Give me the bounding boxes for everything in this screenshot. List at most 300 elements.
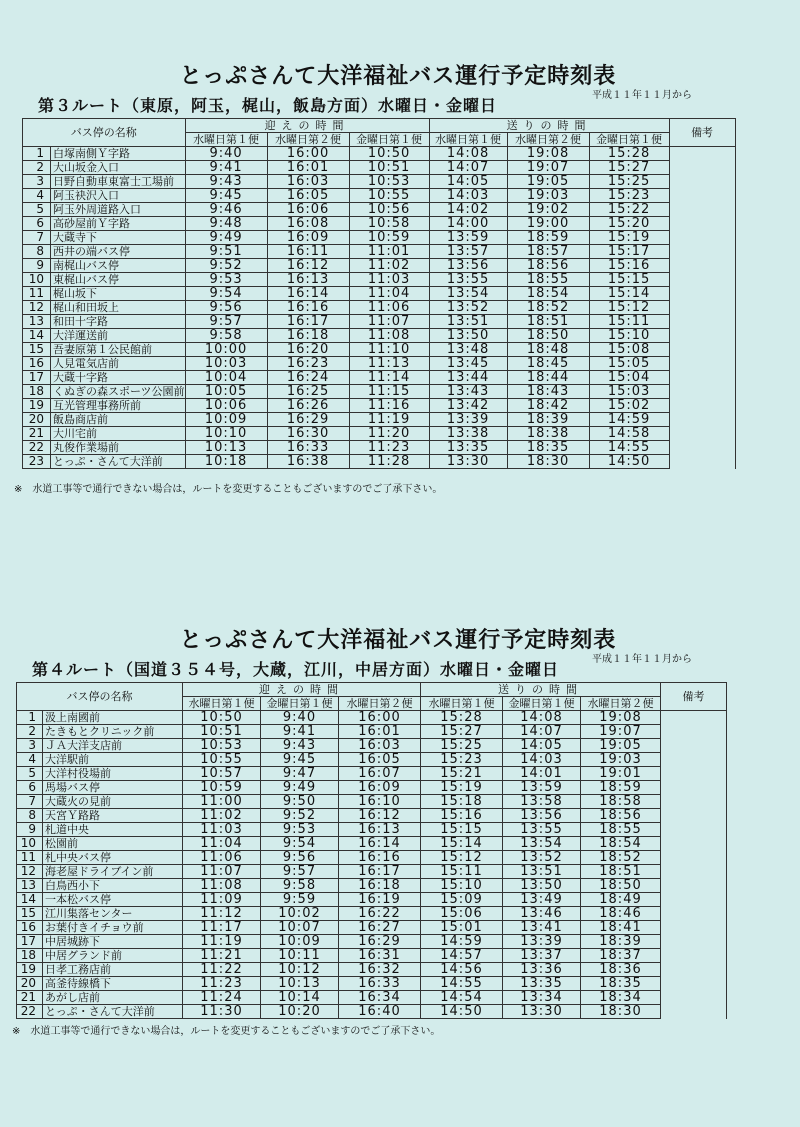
- departure-time: 9:52: [185, 259, 267, 273]
- departure-time: 13:56: [503, 809, 581, 823]
- departure-time: 11:06: [183, 851, 261, 865]
- departure-time: 16:06: [267, 203, 349, 217]
- departure-time: 10:55: [349, 189, 429, 203]
- notes-cell: [669, 189, 735, 203]
- departure-time: 11:04: [349, 287, 429, 301]
- departure-time: 16:13: [267, 273, 349, 287]
- stop-name: 中居城跡下: [43, 935, 183, 949]
- departure-time: 18:51: [507, 315, 589, 329]
- stop-name-header: バス停の名称: [17, 683, 183, 711]
- notes-cell: [669, 371, 735, 385]
- stop-number: 2: [17, 725, 43, 739]
- stop-number: 6: [23, 217, 51, 231]
- table-row: [23, 189, 736, 203]
- departure-time: 13:34: [503, 991, 581, 1005]
- departure-time: 19:07: [581, 725, 661, 739]
- departure-time: 9:52: [261, 809, 339, 823]
- stop-name: 札中央バス停: [43, 851, 183, 865]
- departure-time: 9:41: [185, 161, 267, 175]
- departure-time: 15:15: [589, 273, 669, 287]
- stop-number: 7: [17, 795, 43, 809]
- stop-name: とっぷ・さんて大洋前: [43, 1005, 183, 1019]
- notes-cell: [661, 963, 727, 977]
- departure-time: 15:10: [589, 329, 669, 343]
- notes-header: 備考: [669, 119, 735, 147]
- stop-name: 白塚南側Ｙ字路: [51, 147, 186, 161]
- stop-number: 13: [17, 879, 43, 893]
- departure-time: 16:29: [339, 935, 421, 949]
- departure-time: 11:07: [183, 865, 261, 879]
- notes-cell: [661, 935, 727, 949]
- stop-name: 江川集落センター: [43, 907, 183, 921]
- departure-time: 11:07: [349, 315, 429, 329]
- stop-number: 21: [23, 427, 51, 441]
- stop-name: ＪＡ大洋支店前: [43, 739, 183, 753]
- departure-time: 11:08: [349, 329, 429, 343]
- departure-time: 19:05: [581, 739, 661, 753]
- departure-time: 11:19: [349, 413, 429, 427]
- stop-name: 梶山和田坂上: [51, 301, 186, 315]
- departure-time: 11:03: [349, 273, 429, 287]
- stop-number: 8: [23, 245, 51, 259]
- departure-time: 10:57: [183, 767, 261, 781]
- table-row: [17, 725, 727, 739]
- table-row: [23, 427, 736, 441]
- stop-name: 大洋駅前: [43, 753, 183, 767]
- departure-time: 16:05: [267, 189, 349, 203]
- departure-time: 11:14: [349, 371, 429, 385]
- stop-number: 5: [17, 767, 43, 781]
- effective-date: 平成１１年１１月から: [592, 90, 692, 101]
- notes-cell: [661, 1005, 727, 1019]
- departure-time: 18:44: [507, 371, 589, 385]
- departure-time: 13:49: [503, 893, 581, 907]
- table-row: [17, 879, 727, 893]
- departure-time: 15:17: [589, 245, 669, 259]
- departure-time: 16:05: [339, 753, 421, 767]
- stop-number: 8: [17, 809, 43, 823]
- departure-time: 16:33: [267, 441, 349, 455]
- departure-time: 11:13: [349, 357, 429, 371]
- departure-time: 10:18: [185, 455, 267, 469]
- trip-header: 水曜日第２便: [507, 133, 589, 147]
- stop-name: 阿玉袂沢入口: [51, 189, 186, 203]
- stop-number: 17: [17, 935, 43, 949]
- departure-time: 15:25: [589, 175, 669, 189]
- departure-time: 11:02: [183, 809, 261, 823]
- departure-time: 18:45: [507, 357, 589, 371]
- departure-time: 16:01: [339, 725, 421, 739]
- notes-cell: [669, 147, 735, 161]
- departure-time: 13:46: [503, 907, 581, 921]
- notes-cell: [661, 893, 727, 907]
- departure-time: 15:20: [589, 217, 669, 231]
- departure-time: 9:43: [185, 175, 267, 189]
- stop-number: 11: [23, 287, 51, 301]
- trip-header: 水曜日第１便: [183, 697, 261, 711]
- table-row: [17, 795, 727, 809]
- departure-time: 10:06: [185, 399, 267, 413]
- departure-time: 14:03: [503, 753, 581, 767]
- departure-time: 16:22: [339, 907, 421, 921]
- departure-time: 14:08: [429, 147, 507, 161]
- departure-time: 13:36: [503, 963, 581, 977]
- departure-time: 16:10: [339, 795, 421, 809]
- departure-time: 13:51: [503, 865, 581, 879]
- notes-cell: [669, 217, 735, 231]
- departure-time: 19:03: [581, 753, 661, 767]
- table-row: [23, 343, 736, 357]
- departure-time: 11:00: [183, 795, 261, 809]
- departure-time: 10:09: [261, 935, 339, 949]
- departure-time: 13:35: [429, 441, 507, 455]
- stop-name: 天宮Ｙ路路: [43, 809, 183, 823]
- departure-time: 10:13: [261, 977, 339, 991]
- notes-cell: [669, 287, 735, 301]
- departure-time: 10:50: [183, 711, 261, 725]
- table-row: [17, 963, 727, 977]
- stop-name: 汲上南國前: [43, 711, 183, 725]
- trip-header: 水曜日第１便: [429, 133, 507, 147]
- departure-time: 14:07: [429, 161, 507, 175]
- table-row: [17, 711, 727, 725]
- departure-time: 13:44: [429, 371, 507, 385]
- departure-time: 13:55: [503, 823, 581, 837]
- pickup-group-header: 迎えの時間: [185, 119, 429, 133]
- notes-cell: [669, 245, 735, 259]
- table-row: [23, 441, 736, 455]
- departure-time: 13:52: [503, 851, 581, 865]
- stop-name: とっぷ・さんて大洋前: [51, 455, 186, 469]
- departure-time: 19:02: [507, 203, 589, 217]
- departure-time: 14:55: [589, 441, 669, 455]
- departure-time: 14:50: [421, 1005, 503, 1019]
- departure-time: 16:26: [267, 399, 349, 413]
- departure-time: 15:04: [589, 371, 669, 385]
- departure-time: 18:54: [507, 287, 589, 301]
- trip-header: 水曜日第１便: [185, 133, 267, 147]
- departure-time: 11:19: [183, 935, 261, 949]
- departure-time: 11:23: [183, 977, 261, 991]
- departure-time: 9:43: [261, 739, 339, 753]
- stop-number: 17: [23, 371, 51, 385]
- route-name: 第３ルート（東原，阿玉，梶山，飯島方面）水曜日・金曜日: [38, 96, 498, 115]
- departure-time: 15:28: [589, 147, 669, 161]
- stop-number: 16: [17, 921, 43, 935]
- stop-number: 4: [17, 753, 43, 767]
- departure-time: 15:28: [421, 711, 503, 725]
- departure-time: 16:32: [339, 963, 421, 977]
- departure-time: 15:14: [421, 837, 503, 851]
- departure-time: 10:20: [261, 1005, 339, 1019]
- departure-time: 15:11: [421, 865, 503, 879]
- stop-number: 14: [17, 893, 43, 907]
- stop-name: 大蔵寺下: [51, 231, 186, 245]
- departure-time: 18:57: [507, 245, 589, 259]
- stop-name: 大山坂金入口: [51, 161, 186, 175]
- departure-time: 9:45: [261, 753, 339, 767]
- notes-cell: [669, 413, 735, 427]
- departure-time: 18:35: [507, 441, 589, 455]
- table-row: [17, 851, 727, 865]
- departure-time: 9:41: [261, 725, 339, 739]
- departure-time: 13:54: [429, 287, 507, 301]
- stop-name: 海老屋ドライブイン前: [43, 865, 183, 879]
- departure-time: 13:43: [429, 385, 507, 399]
- departure-time: 16:38: [267, 455, 349, 469]
- notes-cell: [669, 329, 735, 343]
- departure-time: 18:37: [581, 949, 661, 963]
- departure-time: 15:23: [589, 189, 669, 203]
- stop-number: 18: [17, 949, 43, 963]
- stop-name: あがし店前: [43, 991, 183, 1005]
- table-row: [23, 315, 736, 329]
- departure-time: 16:12: [267, 259, 349, 273]
- departure-time: 14:05: [503, 739, 581, 753]
- table-row: [17, 907, 727, 921]
- footnote: ※ 水道工事等で通行できない場合は，ルートを変更することもございますのでご了承下さい。: [12, 1026, 441, 1037]
- departure-time: 10:07: [261, 921, 339, 935]
- departure-time: 13:35: [503, 977, 581, 991]
- table-row: [17, 837, 727, 851]
- stop-number: 6: [17, 781, 43, 795]
- trip-header: 水曜日第１便: [421, 697, 503, 711]
- notes-cell: [669, 441, 735, 455]
- stop-name: 阿玉外周道路入口: [51, 203, 186, 217]
- departure-time: 18:50: [507, 329, 589, 343]
- departure-time: 9:50: [261, 795, 339, 809]
- stop-name: 高砂屋前Ｙ字路: [51, 217, 186, 231]
- stop-name: 和田十字路: [51, 315, 186, 329]
- departure-time: 9:49: [261, 781, 339, 795]
- stop-number: 3: [17, 739, 43, 753]
- stop-number: 14: [23, 329, 51, 343]
- table-row: [23, 329, 736, 343]
- departure-time: 15:16: [421, 809, 503, 823]
- stop-name: 丸俊作業場前: [51, 441, 186, 455]
- departure-time: 13:52: [429, 301, 507, 315]
- notes-cell: [661, 795, 727, 809]
- departure-time: 19:07: [507, 161, 589, 175]
- notes-cell: [661, 809, 727, 823]
- stop-number: 12: [23, 301, 51, 315]
- departure-time: 10:53: [183, 739, 261, 753]
- departure-time: 18:39: [581, 935, 661, 949]
- departure-time: 18:56: [581, 809, 661, 823]
- departure-time: 15:05: [589, 357, 669, 371]
- notes-cell: [661, 767, 727, 781]
- table-row: [17, 781, 727, 795]
- departure-time: 19:08: [507, 147, 589, 161]
- departure-time: 13:50: [429, 329, 507, 343]
- departure-time: 15:19: [421, 781, 503, 795]
- departure-time: 11:06: [349, 301, 429, 315]
- departure-time: 11:28: [349, 455, 429, 469]
- departure-time: 14:05: [429, 175, 507, 189]
- stop-number: 15: [23, 343, 51, 357]
- departure-time: 18:48: [507, 343, 589, 357]
- notes-cell: [661, 781, 727, 795]
- table-row: [17, 991, 727, 1005]
- notes-cell: [661, 711, 727, 725]
- notes-cell: [669, 203, 735, 217]
- notes-cell: [669, 259, 735, 273]
- departure-time: 16:09: [267, 231, 349, 245]
- departure-time: 9:58: [261, 879, 339, 893]
- stop-number: 4: [23, 189, 51, 203]
- departure-time: 18:56: [507, 259, 589, 273]
- stop-number: 18: [23, 385, 51, 399]
- departure-time: 9:45: [185, 189, 267, 203]
- departure-time: 16:19: [339, 893, 421, 907]
- departure-time: 9:57: [261, 865, 339, 879]
- stop-name: 一本松バス停: [43, 893, 183, 907]
- notes-header: 備考: [661, 683, 727, 711]
- stop-number: 10: [17, 837, 43, 851]
- departure-time: 15:12: [421, 851, 503, 865]
- departure-time: 11:08: [183, 879, 261, 893]
- footnote: ※ 水道工事等で通行できない場合は，ルートを変更することもございますのでご了承下さい。: [14, 484, 443, 495]
- notes-cell: [661, 725, 727, 739]
- departure-time: 16:09: [339, 781, 421, 795]
- departure-time: 15:08: [589, 343, 669, 357]
- departure-time: 16:13: [339, 823, 421, 837]
- stop-number: 3: [23, 175, 51, 189]
- notes-cell: [661, 837, 727, 851]
- table-row: [17, 809, 727, 823]
- departure-time: 13:38: [429, 427, 507, 441]
- table-row: [23, 161, 736, 175]
- departure-time: 10:55: [183, 753, 261, 767]
- departure-time: 18:55: [581, 823, 661, 837]
- departure-time: 15:01: [421, 921, 503, 935]
- notes-cell: [669, 231, 735, 245]
- departure-time: 16:27: [339, 921, 421, 935]
- departure-time: 9:59: [261, 893, 339, 907]
- departure-time: 13:59: [429, 231, 507, 245]
- departure-time: 18:54: [581, 837, 661, 851]
- departure-time: 9:57: [185, 315, 267, 329]
- trip-header: 水曜日第２便: [581, 697, 661, 711]
- departure-time: 10:03: [185, 357, 267, 371]
- departure-time: 14:57: [421, 949, 503, 963]
- stop-number: 9: [17, 823, 43, 837]
- table-row: [17, 823, 727, 837]
- stop-number: 20: [23, 413, 51, 427]
- departure-time: 9:51: [185, 245, 267, 259]
- table-row: [17, 893, 727, 907]
- departure-time: 16:16: [267, 301, 349, 315]
- table-row: [23, 413, 736, 427]
- departure-time: 18:38: [507, 427, 589, 441]
- table-row: [17, 949, 727, 963]
- departure-time: 13:42: [429, 399, 507, 413]
- notes-cell: [661, 879, 727, 893]
- departure-time: 14:56: [421, 963, 503, 977]
- stop-name: 日野自動車東富士工場前: [51, 175, 186, 189]
- departure-time: 15:10: [421, 879, 503, 893]
- departure-time: 15:12: [589, 301, 669, 315]
- table-row: [17, 921, 727, 935]
- departure-time: 11:22: [183, 963, 261, 977]
- notes-cell: [661, 907, 727, 921]
- departure-time: 11:17: [183, 921, 261, 935]
- departure-time: 16:18: [339, 879, 421, 893]
- departure-time: 9:40: [185, 147, 267, 161]
- departure-time: 14:08: [503, 711, 581, 725]
- trip-header: 金曜日第１便: [349, 133, 429, 147]
- table-row: [17, 977, 727, 991]
- departure-time: 9:58: [185, 329, 267, 343]
- notes-cell: [669, 301, 735, 315]
- departure-time: 10:09: [185, 413, 267, 427]
- departure-time: 10:04: [185, 371, 267, 385]
- route-header: [0, 656, 800, 680]
- departure-time: 14:02: [429, 203, 507, 217]
- departure-time: 10:12: [261, 963, 339, 977]
- trip-header: 金曜日第１便: [589, 133, 669, 147]
- departure-time: 18:58: [581, 795, 661, 809]
- departure-time: 15:18: [421, 795, 503, 809]
- notes-cell: [669, 315, 735, 329]
- table-row: [23, 371, 736, 385]
- notes-cell: [661, 753, 727, 767]
- departure-time: 16:24: [267, 371, 349, 385]
- stop-number: 1: [23, 147, 51, 161]
- stop-number: 11: [17, 851, 43, 865]
- notes-cell: [661, 823, 727, 837]
- departure-time: 13:39: [429, 413, 507, 427]
- departure-time: 11:21: [183, 949, 261, 963]
- departure-time: 10:05: [185, 385, 267, 399]
- page-title: とっぷさんて大洋福祉バス運行予定時刻表: [179, 628, 617, 653]
- stop-name: 白鳥西小下: [43, 879, 183, 893]
- table-row: [17, 935, 727, 949]
- departure-time: 11:24: [183, 991, 261, 1005]
- departure-time: 16:07: [339, 767, 421, 781]
- stop-name-header: バス停の名称: [23, 119, 186, 147]
- stop-name: 南梶山バス停: [51, 259, 186, 273]
- pickup-group-header: 迎えの時間: [183, 683, 421, 697]
- departure-time: 11:12: [183, 907, 261, 921]
- stop-number: 1: [17, 711, 43, 725]
- departure-time: 14:59: [421, 935, 503, 949]
- departure-time: 11:16: [349, 399, 429, 413]
- departure-time: 11:10: [349, 343, 429, 357]
- stop-name: 松園前: [43, 837, 183, 851]
- table-row: [23, 259, 736, 273]
- notes-cell: [669, 161, 735, 175]
- stop-name: 西井の端バス停: [51, 245, 186, 259]
- stop-number: 2: [23, 161, 51, 175]
- table-row: [23, 455, 736, 469]
- departure-time: 15:14: [589, 287, 669, 301]
- departure-time: 13:58: [503, 795, 581, 809]
- departure-time: 16:01: [267, 161, 349, 175]
- departure-time: 19:00: [507, 217, 589, 231]
- departure-time: 18:39: [507, 413, 589, 427]
- trip-header: 水曜日第２便: [267, 133, 349, 147]
- departure-time: 15:02: [589, 399, 669, 413]
- stop-number: 16: [23, 357, 51, 371]
- stop-number: 10: [23, 273, 51, 287]
- departure-time: 10:58: [349, 217, 429, 231]
- departure-time: 19:08: [581, 711, 661, 725]
- departure-time: 9:48: [185, 217, 267, 231]
- departure-time: 18:34: [581, 991, 661, 1005]
- notes-cell: [669, 357, 735, 371]
- departure-time: 18:36: [581, 963, 661, 977]
